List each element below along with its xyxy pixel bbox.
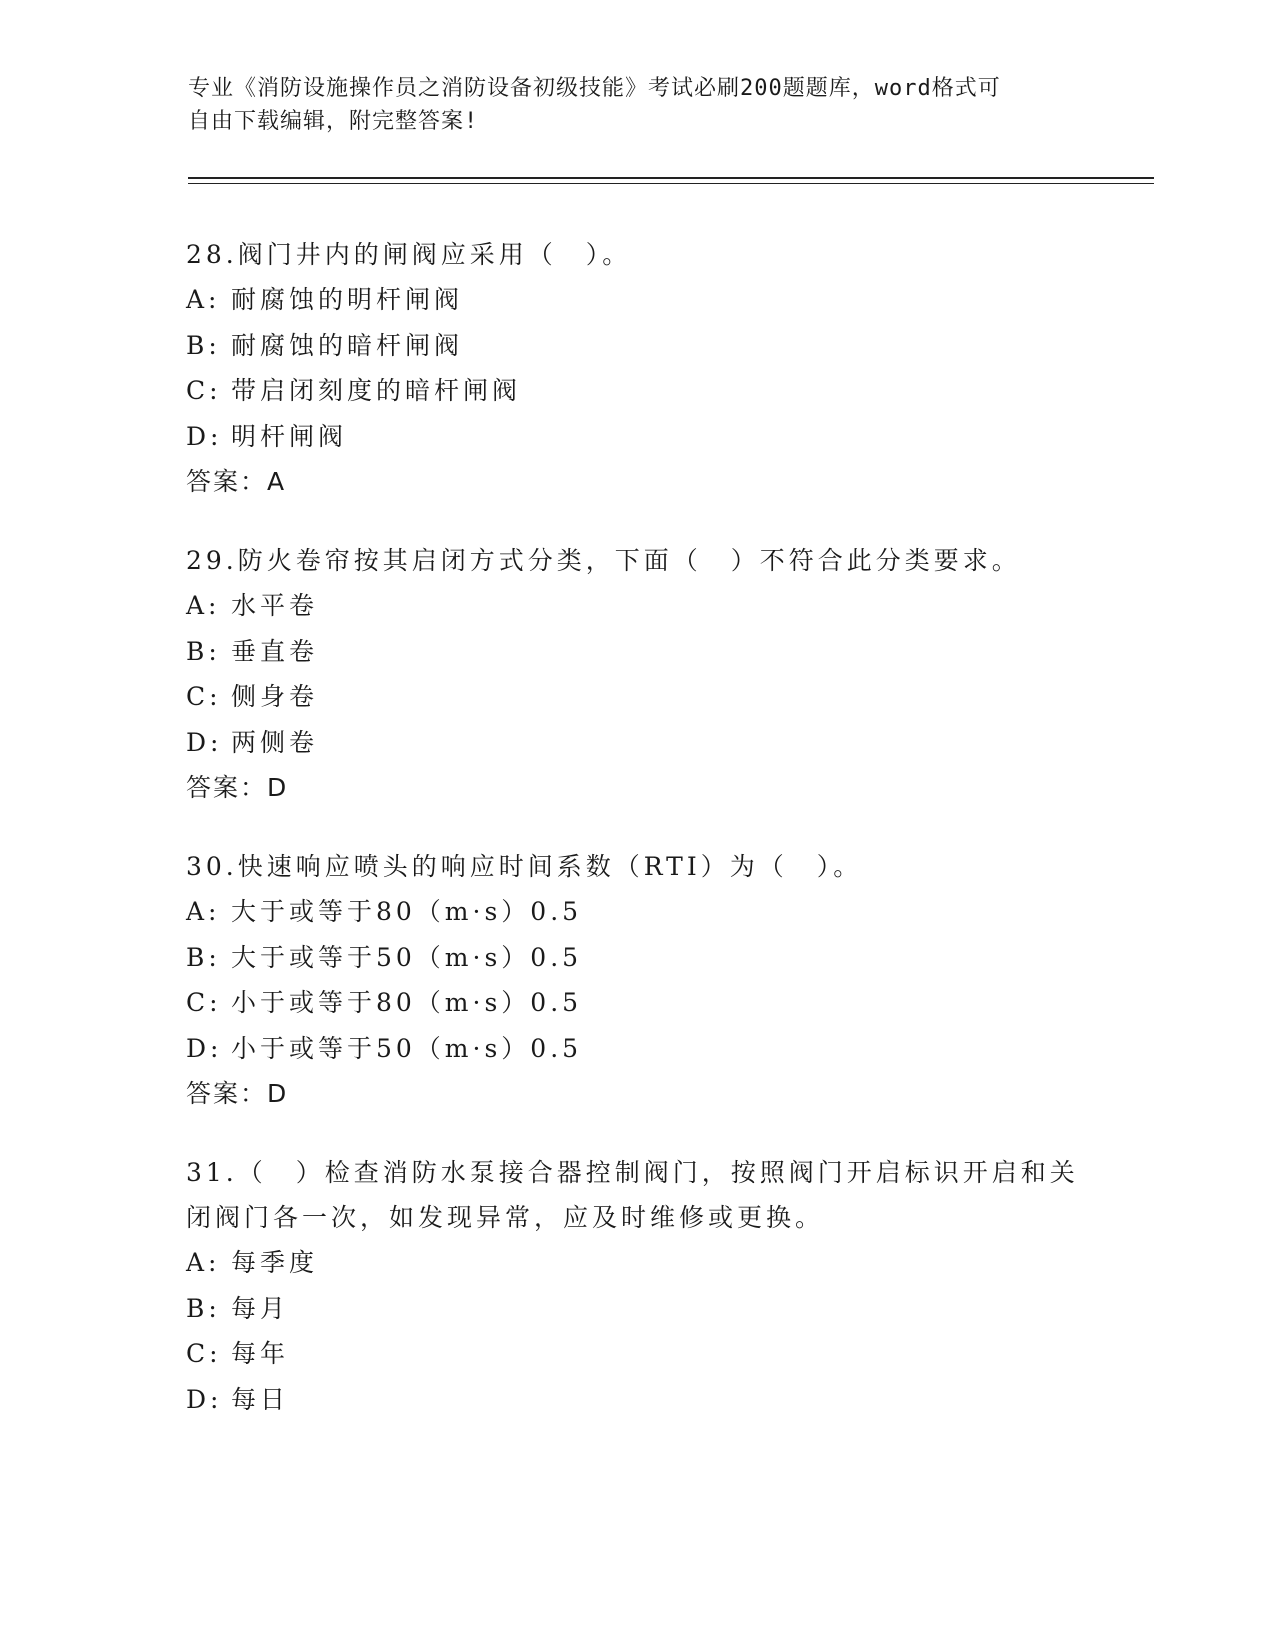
option-b — [186, 1286, 1086, 1332]
option-letter: B: — [186, 330, 221, 360]
option-letter: C: — [186, 1339, 222, 1368]
question-stem: 31.（ ）检查消防水泵接合器控制阀门，按照阀门开启标识开启和关闭阀门各一次，如发现异常，应及时维修或更换。 — [186, 1158, 1079, 1232]
option-text: 大于或等于80（m·s）0.5 — [231, 897, 583, 926]
question-stem: 28.阀门井内的闸阀应采用（ ）。 — [186, 240, 632, 269]
option-text: 垂直卷 — [231, 636, 319, 666]
option-text: 侧身卷 — [231, 682, 319, 711]
option-c — [186, 674, 1086, 720]
option-d — [186, 1377, 1086, 1423]
answer-line: 答案：A — [186, 467, 287, 496]
option-text: 耐腐蚀的明杆闸阀 — [231, 285, 464, 314]
option-c — [186, 980, 1086, 1026]
question-list — [186, 232, 1086, 1456]
option-letter: D: — [186, 1033, 223, 1063]
answer-line: 答案：D — [186, 773, 289, 802]
question-28 — [186, 232, 1086, 504]
option-text: 耐腐蚀的暗杆闸阀 — [231, 330, 464, 360]
option-letter: A: — [186, 897, 221, 926]
question-stem: 30.快速响应喷头的响应时间系数（RTI）为（ ）。 — [186, 852, 863, 881]
question-29 — [186, 538, 1086, 810]
option-a — [186, 277, 1086, 323]
option-b — [186, 323, 1086, 369]
option-letter: D: — [186, 727, 223, 757]
option-letter: D: — [186, 421, 223, 451]
answer-line: 答案：D — [186, 1079, 289, 1108]
option-letter: D: — [186, 1384, 223, 1414]
option-letter: B: — [186, 1293, 221, 1323]
option-a — [186, 889, 1086, 935]
option-text: 每日 — [231, 1384, 290, 1414]
question-30 — [186, 844, 1086, 1116]
header-line-1: 专业《消防设施操作员之消防设备初级技能》考试必刷200题题库，word格式可 — [188, 76, 1001, 101]
option-text: 每月 — [231, 1293, 290, 1323]
option-text: 小于或等于50（m·s）0.5 — [231, 1033, 583, 1063]
option-b — [186, 935, 1086, 981]
option-a — [186, 583, 1086, 629]
option-letter: C: — [186, 376, 222, 405]
option-letter: C: — [186, 988, 222, 1017]
option-text: 每年 — [231, 1339, 290, 1368]
option-letter: A: — [186, 1248, 221, 1277]
document-header — [188, 72, 1068, 138]
option-d — [186, 720, 1086, 766]
header-divider-thin — [188, 183, 1154, 184]
option-d — [186, 414, 1086, 460]
option-text: 带启闭刻度的暗杆闸阀 — [231, 376, 522, 405]
option-letter: C: — [186, 682, 222, 711]
option-text: 两侧卷 — [231, 727, 319, 757]
header-line-2: 自由下载编辑，附完整答案! — [188, 109, 479, 134]
option-a — [186, 1240, 1086, 1286]
option-text: 水平卷 — [231, 591, 319, 620]
header-divider-thick — [188, 177, 1154, 179]
option-letter: A: — [186, 285, 221, 314]
option-d — [186, 1026, 1086, 1072]
option-text: 小于或等于80（m·s）0.5 — [231, 988, 583, 1017]
option-letter: A: — [186, 591, 221, 620]
question-31 — [186, 1150, 1086, 1422]
option-letter: B: — [186, 942, 221, 972]
option-b — [186, 629, 1086, 675]
option-letter: B: — [186, 636, 221, 666]
question-stem: 29.防火卷帘按其启闭方式分类，下面（ ）不符合此分类要求。 — [186, 546, 1021, 575]
option-c — [186, 1331, 1086, 1377]
option-c — [186, 368, 1086, 414]
option-text: 大于或等于50（m·s）0.5 — [231, 942, 583, 972]
option-text: 明杆闸阀 — [231, 421, 348, 451]
option-text: 每季度 — [231, 1248, 319, 1277]
